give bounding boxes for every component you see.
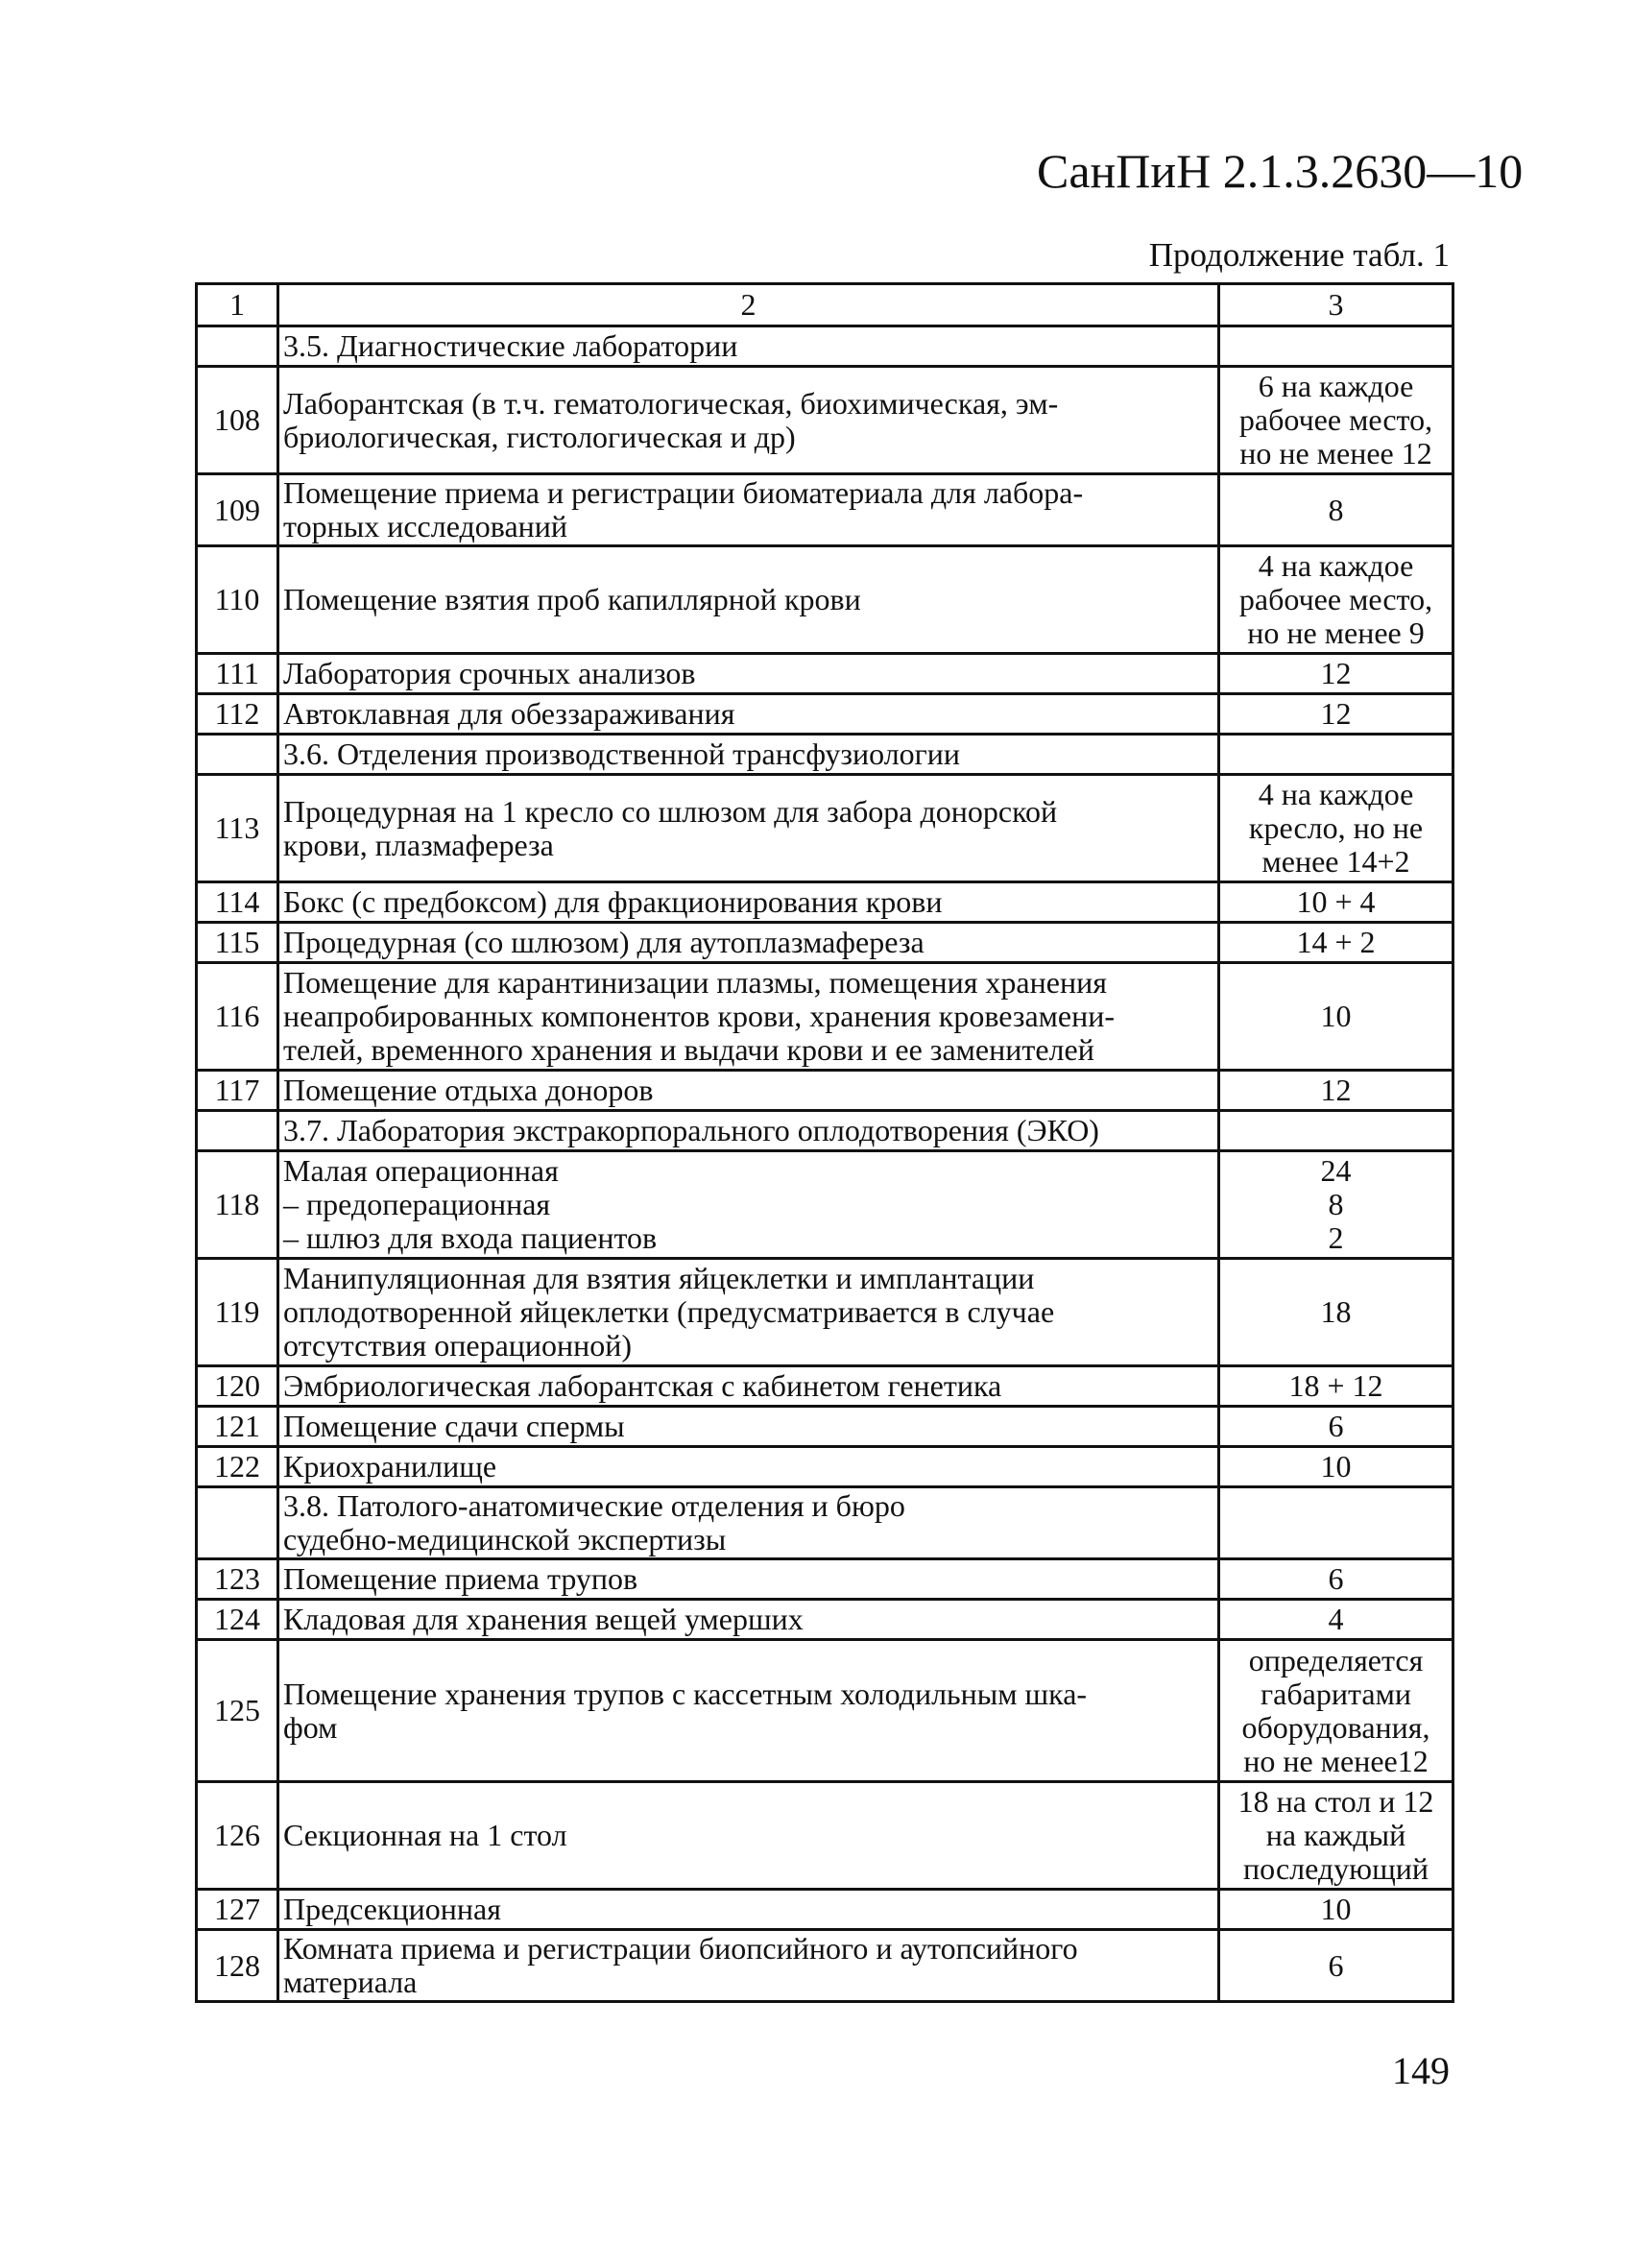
- row-value: 10: [1219, 1447, 1453, 1487]
- row-value: 24 8 2: [1219, 1151, 1453, 1259]
- section-title: 3.6. Отделения производственной трансфузиологии: [278, 735, 1219, 775]
- room-name: Криохранилище: [278, 1447, 1219, 1487]
- row-number: 112: [197, 694, 278, 735]
- row-number: 109: [197, 474, 278, 546]
- room-name: Процедурная (со шлюзом) для аутоплазмафереза: [278, 923, 1219, 963]
- row-value: 18 на стол и 12 на каждый последующий: [1219, 1782, 1453, 1890]
- row-number: 121: [197, 1407, 278, 1447]
- row-value: определяется габаритами оборудования, но не менее12: [1219, 1640, 1453, 1782]
- header-col-1: 1: [197, 284, 278, 326]
- table-row: [197, 923, 1453, 963]
- table-row: [197, 1890, 1453, 1930]
- row-number: 114: [197, 882, 278, 923]
- row-value: 10: [1219, 1890, 1453, 1930]
- row-number: 117: [197, 1071, 278, 1111]
- table-row: [197, 1930, 1453, 2002]
- table-row: [197, 1259, 1453, 1366]
- room-name: Помещение для карантинизации плазмы, помещения хранения неапробированных компонентов крови, хранения кровезамени- телей, временного хранения и выдачи крови и ее заменителей: [278, 963, 1219, 1071]
- table-row: [197, 694, 1453, 735]
- row-number: [197, 326, 278, 367]
- row-value: [1219, 326, 1453, 367]
- row-number: 127: [197, 1890, 278, 1930]
- table-row: [197, 367, 1453, 474]
- row-number: 120: [197, 1366, 278, 1407]
- room-name: Помещение приема трупов: [278, 1559, 1219, 1600]
- row-number: 111: [197, 654, 278, 694]
- table-row: [197, 1071, 1453, 1111]
- table-row: [197, 1782, 1453, 1890]
- row-value: [1219, 735, 1453, 775]
- section-row: [197, 326, 1453, 367]
- table-row: [197, 1366, 1453, 1407]
- table-row: [197, 882, 1453, 923]
- row-value: 18 + 12: [1219, 1366, 1453, 1407]
- section-row: [197, 1487, 1453, 1559]
- row-number: 116: [197, 963, 278, 1071]
- row-value: 12: [1219, 654, 1453, 694]
- row-value: 12: [1219, 694, 1453, 735]
- table-row: [197, 1600, 1453, 1640]
- table-row: [197, 1640, 1453, 1782]
- table-row: [197, 775, 1453, 882]
- room-name: Процедурная на 1 кресло со шлюзом для забора донорской крови, плазмафереза: [278, 775, 1219, 882]
- room-name: Эмбриологическая лаборантская с кабинетом генетика: [278, 1366, 1219, 1407]
- row-value: 4 на каждое рабочее место, но не менее 9: [1219, 546, 1453, 654]
- row-number: 125: [197, 1640, 278, 1782]
- table-row: [197, 1151, 1453, 1259]
- section-title: 3.8. Патолого-анатомические отделения и бюро судебно-медицинской экспертизы: [278, 1487, 1219, 1559]
- section-row: [197, 1111, 1453, 1151]
- row-value: [1219, 1111, 1453, 1151]
- row-number: 126: [197, 1782, 278, 1890]
- header-col-2: 2: [278, 284, 1219, 326]
- row-value: 6: [1219, 1407, 1453, 1447]
- page-number: 149: [1392, 2049, 1450, 2092]
- table-row: [197, 546, 1453, 654]
- row-number: 124: [197, 1600, 278, 1640]
- row-value: 6 на каждое рабочее место, но не менее 12: [1219, 367, 1453, 474]
- row-number: [197, 1487, 278, 1559]
- table-header-row: [197, 284, 1453, 326]
- row-number: 122: [197, 1447, 278, 1487]
- row-value: 4: [1219, 1600, 1453, 1640]
- room-name: Автоклавная для обеззараживания: [278, 694, 1219, 735]
- row-number: [197, 735, 278, 775]
- room-name: Помещение приема и регистрации биоматериала для лабора- торных исследований: [278, 474, 1219, 546]
- row-value: 10: [1219, 963, 1453, 1071]
- document-code: СанПиН 2.1.3.2630—10: [1037, 144, 1524, 198]
- row-number: 113: [197, 775, 278, 882]
- header-col-3: 3: [1219, 284, 1453, 326]
- row-value: 6: [1219, 1559, 1453, 1600]
- table-row: [197, 1407, 1453, 1447]
- row-value: 14 + 2: [1219, 923, 1453, 963]
- row-number: 115: [197, 923, 278, 963]
- section-title: 3.7. Лаборатория экстракорпорального оплодотворения (ЭКО): [278, 1111, 1219, 1151]
- room-name: Бокс (с предбоксом) для фракционирования крови: [278, 882, 1219, 923]
- room-name: Малая операционная – предоперационная – шлюз для входа пациентов: [278, 1151, 1219, 1259]
- room-name: Кладовая для хранения вещей умерших: [278, 1600, 1219, 1640]
- room-name: Помещение отдыха доноров: [278, 1071, 1219, 1111]
- room-name: Помещение хранения трупов с кассетным холодильным шка- фом: [278, 1640, 1219, 1782]
- row-value: [1219, 1487, 1453, 1559]
- table-row: [197, 963, 1453, 1071]
- table-continuation-label: Продолжение табл. 1: [1148, 236, 1450, 274]
- table-row: [197, 1559, 1453, 1600]
- table-row: [197, 1447, 1453, 1487]
- row-value: 10 + 4: [1219, 882, 1453, 923]
- row-number: 108: [197, 367, 278, 474]
- row-number: 118: [197, 1151, 278, 1259]
- row-number: 119: [197, 1259, 278, 1366]
- row-value: 12: [1219, 1071, 1453, 1111]
- row-number: 123: [197, 1559, 278, 1600]
- row-value: 4 на каждое кресло, но не менее 14+2: [1219, 775, 1453, 882]
- room-name: Секционная на 1 стол: [278, 1782, 1219, 1890]
- section-title: 3.5. Диагностические лаборатории: [278, 326, 1219, 367]
- row-number: [197, 1111, 278, 1151]
- table-row: [197, 474, 1453, 546]
- table-row: [197, 654, 1453, 694]
- section-row: [197, 735, 1453, 775]
- room-name: Манипуляционная для взятия яйцеклетки и имплантации оплодотворенной яйцеклетки (предусматривается в случае отсутствия операционной): [278, 1259, 1219, 1366]
- row-value: 18: [1219, 1259, 1453, 1366]
- room-name: Лаборантская (в т.ч. гематологическая, биохимическая, эм- бриологическая, гистологическая и др): [278, 367, 1219, 474]
- premises-area-table: [195, 282, 1454, 2003]
- row-value: 8: [1219, 474, 1453, 546]
- room-name: Помещение взятия проб капиллярной крови: [278, 546, 1219, 654]
- room-name: Комната приема и регистрации биопсийного и аутопсийного материала: [278, 1930, 1219, 2002]
- room-name: Помещение сдачи спермы: [278, 1407, 1219, 1447]
- room-name: Предсекционная: [278, 1890, 1219, 1930]
- row-value: 6: [1219, 1930, 1453, 2002]
- row-number: 110: [197, 546, 278, 654]
- room-name: Лаборатория срочных анализов: [278, 654, 1219, 694]
- row-number: 128: [197, 1930, 278, 2002]
